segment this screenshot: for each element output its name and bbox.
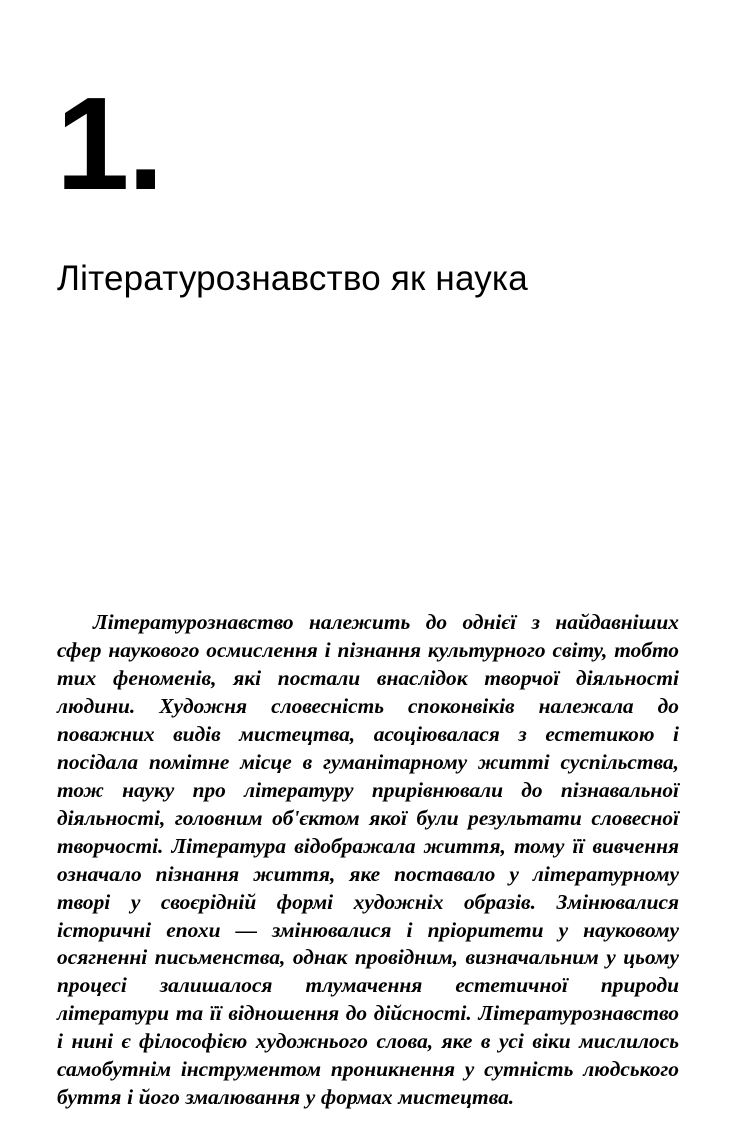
chapter-title: Літературознавство як наука [57, 259, 528, 299]
body-paragraph: Літературознавство належить до однієї з найдавніших сфер наукового осмислення і пізнання культурного світу, тобто тих феноменів, які постали внаслідок творчої діяльності людини. Художня словесність споконвіків належала до поважних видів мистецтва, асоціювалася з естетикою і посідала помітне місце в гуманітарному житті суспільства, тож науку про літературу прирівнювали до пізнавальної діяльності, головним об'єктом якої були результати словесної творчості. Література відображала життя, тому її вивчення означало пізнання життя, яке поставало у літературному творі у своєрідній формі художніх образів. Змінювалися історичні епохи — змінювалися і пріоритети у науковому осягненні письменства, однак провідним, визначальним у цьому процесі залишалося тлумачення естетичної природи літератури та її відношення до дійсності. Літературознавство і нині є філософією художнього слова, яке в усі віки мислилось самобутнім інструментом проникнення у сутність людського буття і його змалювання у формах мистецтва. [57, 610, 679, 1110]
chapter-number: 1. [56, 70, 163, 217]
